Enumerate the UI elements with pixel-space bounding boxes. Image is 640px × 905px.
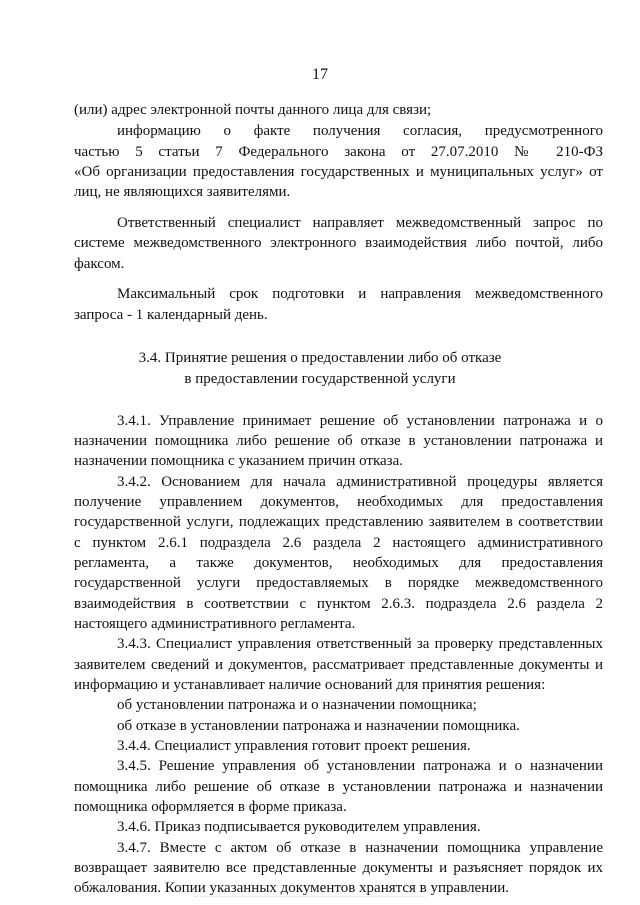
text-line: лиц, не являющихся заявителями. [74,184,291,200]
text-line: настоящего административного регламента. [74,616,356,632]
text-line: информацию о факте получения согласия, предусмотренного [117,123,603,139]
text-line: возвращает заявителю все представленные документы и разъясняет порядок их [74,860,603,876]
text-line: частью 5 статьи 7 Федерального закона от 27.07.2010 № 210-ФЗ [74,144,603,160]
text-line: системе межведомственного электронного взаимодействия либо почтой, либо [74,235,603,251]
text-line: государственной услуги предоставляемых в порядке межведомственного [74,575,603,591]
text-line: об отказе в установлении патронажа и назначении помощника. [117,718,520,734]
text-line: об установлении патронажа и о назначении помощника; [117,697,477,713]
text-line: Ответственный специалист направляет межведомственный запрос по [117,215,603,231]
text-line: помощника оформляется в форме приказа. [74,799,347,815]
text-line: 3.4.7. Вместе с актом об отказе в назначении помощника управление [117,840,603,856]
text-line: обжалования. Копии указанных документов хранятся в управлении. [74,880,510,896]
text-line: назначении помощника либо решение об отказе в установлении патронажа и [74,433,603,449]
text-line: факсом. [74,256,125,272]
text-line: 3.4.2. Основанием для начала административной процедуры является [117,474,603,490]
text-line: помощника либо решение об отказе в установлении патронажа и назначении [74,779,603,795]
text-line: Максимальный срок подготовки и направления межведомственного [117,286,603,302]
text-line: с пунктом 2.6.1 подраздела 2.6 раздела 2 настоящего административного [74,535,603,551]
text-line: запроса - 1 календарный день. [74,307,268,323]
text-line: заявителем сведений и документов, рассматривает представленные документы и [74,657,603,673]
text-line: 3.4.4. Специалист управления готовит проект решения. [117,738,471,754]
text-line: 3.4.6. Приказ подписывается руководителем управления. [117,819,481,835]
text-line: получение управлением документов, необходимых для предоставления [74,494,603,510]
footer-scan-artifact [195,896,425,902]
section-heading: в предоставлении государственной услуги [184,371,456,387]
text-line: информацию и устанавливает наличие оснований для принятия решения: [74,677,546,693]
text-line: назначении помощника с указанием причин отказа. [74,453,404,469]
text-line: государственной услуги, подлежащих представлению заявителем в соответствии [74,514,603,530]
text-line: 3.4.1. Управление принимает решение об установлении патронажа и о [117,413,603,429]
text-line: взаимодействия в соответствии с пунктом 2.6.3. подраздела 2.6 раздела 2 [74,596,603,612]
text-line: (или) адрес электронной почты данного лица для связи; [74,102,432,118]
page-number: 17 [312,66,328,83]
text-line: 3.4.5. Решение управления об установлении патронажа и о назначении [117,758,603,774]
text-line: 3.4.3. Специалист управления ответственный за проверку представленных [117,636,603,652]
section-heading: 3.4. Принятие решения о предоставлении либо об отказе [138,350,502,366]
text-line: «Об организации предоставления государственных и муниципальных услуг» от [74,164,603,180]
text-line: регламента, а также документов, необходимых для предоставления [74,555,603,571]
